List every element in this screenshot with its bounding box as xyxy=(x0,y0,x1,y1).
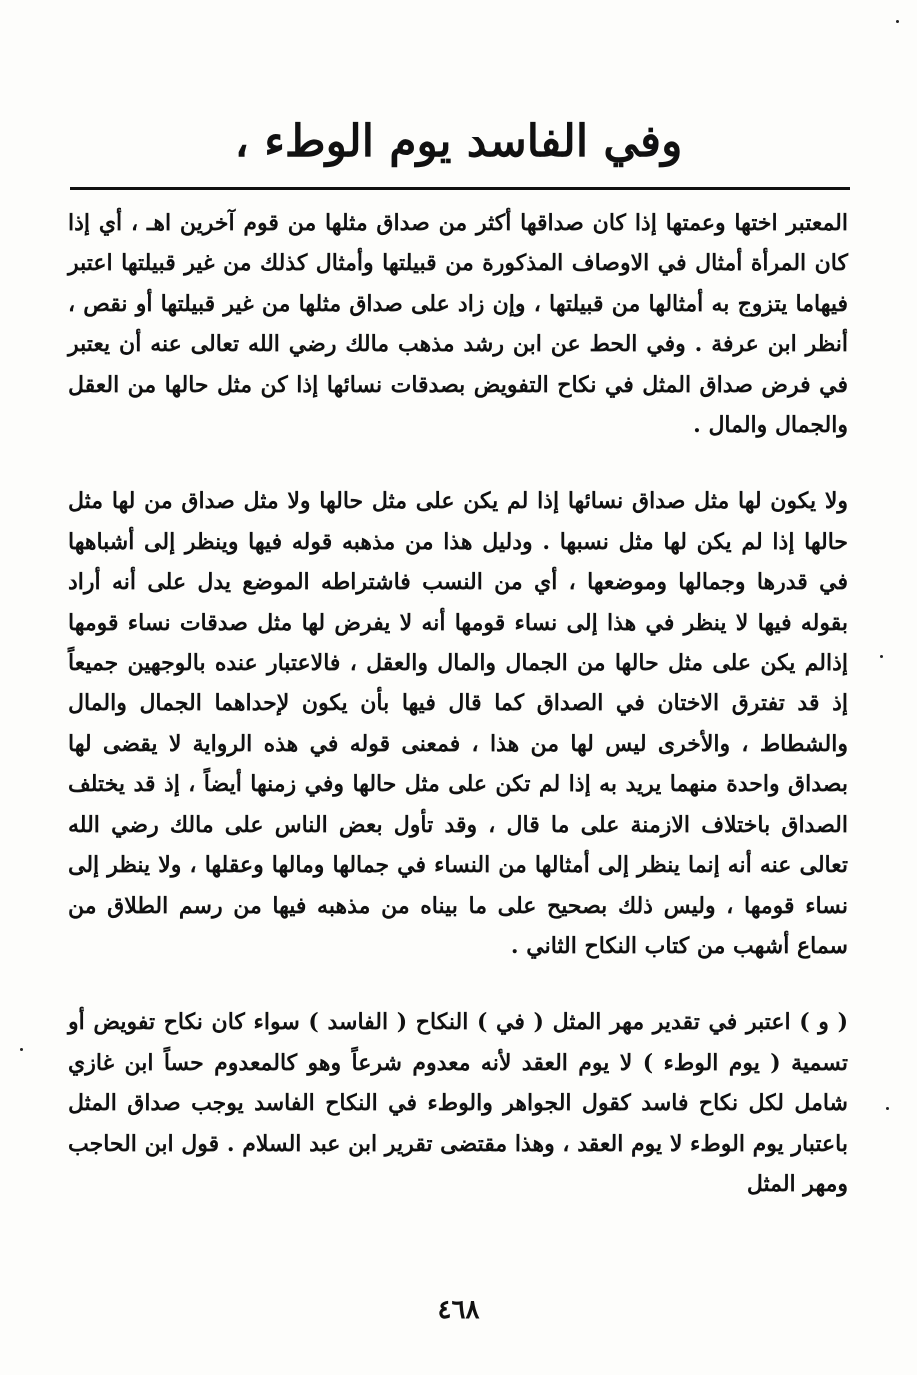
header-divider xyxy=(70,187,850,190)
scan-speck xyxy=(886,1107,889,1110)
page-header-title: وفي الفاسد يوم الوطء ، xyxy=(234,116,683,167)
scan-speck xyxy=(880,655,883,658)
scan-speck xyxy=(896,20,899,23)
scan-speck xyxy=(20,1048,23,1051)
body-text xyxy=(68,203,848,1204)
paragraph-3: ( و ) اعتبر في تقدير مهر المثل ( في ) النكاح ( الفاسد ) سواء كان نكاح تفويض أو تسمية ( يوم الوطء ) لا يوم العقد لأنه معدوم شرعاً وهو كالمعدوم حساً ابن غازي شامل لكل نكاح فاسد كقول الجواهر والوطء في النكاح الفاسد يوجب صداق المثل باعتبار يوم الوطء لا يوم العقد ، وهذا مقتضى تقرير ابن عبد السلام . قول ابن الحاجب ومهر المثل xyxy=(68,1009,848,1197)
paragraph-2: ولا يكون لها مثل صداق نسائها إذا لم يكن على مثل حالها ولا مثل صداق من لها مثل حالها إذا لم يكن لها مثل نسبها . ودليل هذا من مذهبه قوله فيها وينظر إلى أشباهها في قدرها وجمالها وموضعها ، أي من النسب فاشتراطه الموضع يدل على أنه أراد بقوله فيها لا ينظر في هذا إلى نساء قومها أنه لا يفرض لها مثل صدقات نساء قومها إذالم يكن على مثل حالها من الجمال والمال والعقل ، فالاعتبار عنده بالوجهين جميعاً إذ قد تفترق الاختان في الصداق كما قال فيها بأن يكون لإحداهما الجمال والمال والشطاط ، والأخرى ليس لها من هذا ، فمعنى قوله في هذه الرواية لا يقضى لها بصداق واحدة منهما يريد به إذا لم تكن على مثل حالها وفي زمنها أيضاً ، إذ قد يختلف الصداق باختلاف الازمنة على ما قال ، وقد تأول بعض الناس على مالك رضي الله تعالى عنه أنه إنما ينظر إلى أمثالها من النساء في جمالها ومالها وعقلها ، ولا ينظر إلى نساء قومها ، وليس ذلك بصحيح على ما بيناه من مذهبه فيها من رسم الطلاق من سماع أشهب من كتاب النكاح الثاني . xyxy=(68,488,848,959)
page-number: ٤٦٨ xyxy=(437,1295,480,1325)
paragraph-1: المعتبر اختها وعمتها إذا كان صداقها أكثر من صداق مثلها من قوم آخرين اهـ ، أي إذا كان المرأة أمثال في الاوصاف المذكورة من قبيلتها وأمثال كذلك من غير قبيلتها اعتبر فيهاما يتزوج به أمثالها من قبيلتها ، وإن زاد على صداق مثلها من غير قبيلتها أو نقص ، أنظر ابن عرفة . وفي الحط عن ابن رشد مذهب مالك رضي الله تعالى عنه أن يعتبر في فرض صداق المثل في نكاح التفويض بصدقات نسائها إذا كن مثل حالها من العقل والجمال والمال . xyxy=(68,210,848,439)
